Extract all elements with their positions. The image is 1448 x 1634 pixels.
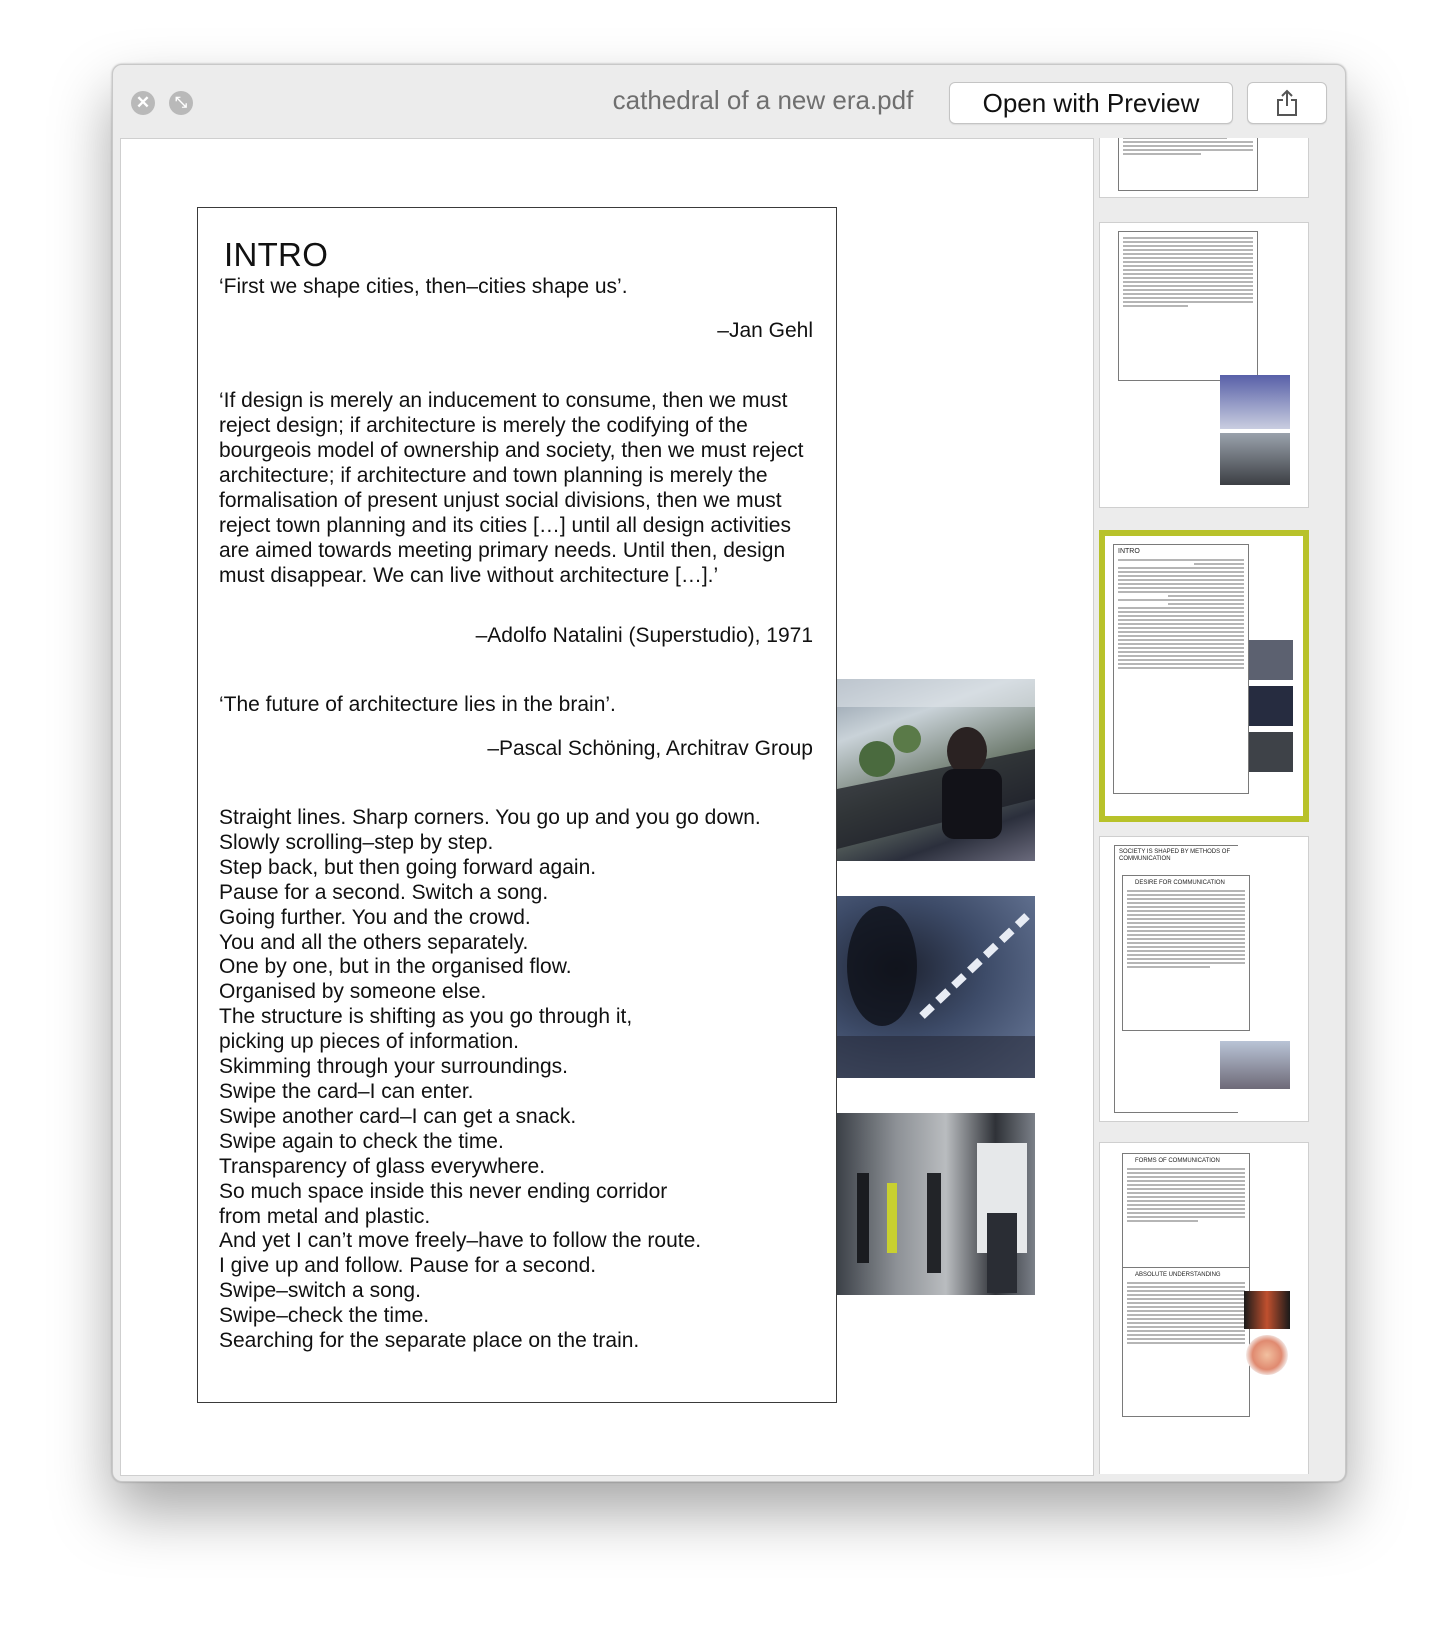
thumbnail-page-2-sheet <box>1118 231 1258 381</box>
share-button[interactable] <box>1247 82 1327 124</box>
window-title: cathedral of a new era.pdf <box>612 85 914 115</box>
thumbnail-5-heading: FORMS OF COMMUNICATION <box>1135 1158 1220 1164</box>
photo-blurred-escalator <box>837 896 1035 1078</box>
attribution-gehl: –Jan Gehl <box>717 319 813 342</box>
thumbnail-photo <box>1220 375 1290 429</box>
page-thumbnail-sidebar[interactable] <box>1099 138 1345 1474</box>
photo-escalator-station <box>837 679 1035 861</box>
photo-station-corridor <box>837 1113 1035 1295</box>
thumbnail-page-4-inner <box>1122 875 1250 1031</box>
thumbnail-page-3-sheet <box>1113 544 1249 794</box>
thumbnail-4-heading: SOCIETY IS SHAPED BY METHODS OF COMMUNICATION <box>1119 849 1231 862</box>
thumbnail-page-5-sheet <box>1122 1153 1250 1273</box>
quote-natalini: ‘If design is merely an inducement to consume, then we must reject design; if architecture is merely the codifying of the bourgeois model of ownership and society, then we must reject architecture; if architecture and town planning is merely the formalisation of present unjust social divisions, then we must reject town planning and its cities […] until all design activities are aimed towards meeting primary needs. Until then, design must disappear. We can live without architecture […].’ <box>219 389 804 587</box>
poem-text: Straight lines. Sharp corners. You go up and you go down. Slowly scrolling–step by step. Step back, but then going forward again. Pause for a second. Switch a song. Going further. You and the crowd. You and all the others separately. One by one, but in the organised flow. Organised by someone else. The structure is shifting as you go through it, picking up pieces of information. Skimming through your surroundings. Swipe the card–I can enter. Swipe another card–I can get a snack. Swipe again to check the time. Transparency of glass everywhere. So much space inside this never ending corridor from metal and plastic. And yet I can’t move freely–have to follow the route. I give up and follow. Pause for a second. Swipe–switch a song. Swipe–check the time. Searching for the separate place on the train. <box>219 806 761 1353</box>
open-with-preview-button[interactable]: Open with Preview <box>949 82 1233 124</box>
title-bar <box>113 65 1345 135</box>
thumbnail-page-3-selected[interactable] <box>1099 530 1309 822</box>
thumbnail-photo <box>1249 732 1293 772</box>
document-preview[interactable] <box>120 138 1094 1476</box>
thumbnail-photo <box>1249 686 1293 726</box>
attribution-natalini: –Adolfo Natalini (Superstudio), 1971 <box>475 624 813 647</box>
thumbnail-page-2[interactable] <box>1099 222 1309 508</box>
thumbnail-photo <box>1246 1335 1288 1375</box>
quote-schoning: ‘The future of architecture lies in the brain’. <box>219 693 616 716</box>
thumbnail-page-5[interactable] <box>1099 1142 1309 1474</box>
quote-gehl: ‘First we shape cities, then–cities shape us’. <box>219 275 628 298</box>
quicklook-window <box>112 64 1346 1482</box>
thumbnail-photo <box>1220 433 1290 485</box>
thumbnail-page-1[interactable] <box>1099 138 1309 198</box>
thumbnail-photo <box>1249 640 1293 680</box>
thumbnail-page-5-inner <box>1122 1267 1250 1417</box>
page-heading: INTRO <box>224 236 329 273</box>
attribution-schoning: –Pascal Schöning, Architrav Group <box>487 737 813 760</box>
thumbnail-4-subheading: DESIRE FOR COMMUNICATION <box>1135 880 1225 886</box>
thumbnail-photo <box>1244 1291 1290 1329</box>
share-icon <box>1274 89 1300 117</box>
fullscreen-icon[interactable]: ⤡ <box>169 91 193 115</box>
thumbnail-3-heading: INTRO <box>1118 548 1140 555</box>
thumbnail-page-1-sheet <box>1118 138 1258 191</box>
thumbnail-page-4[interactable] <box>1099 836 1309 1122</box>
pdf-page <box>197 207 837 1403</box>
thumbnail-5-subheading: ABSOLUTE UNDERSTANDING <box>1135 1272 1221 1278</box>
close-icon[interactable]: ✕ <box>131 91 155 115</box>
thumbnail-photo <box>1220 1041 1290 1089</box>
